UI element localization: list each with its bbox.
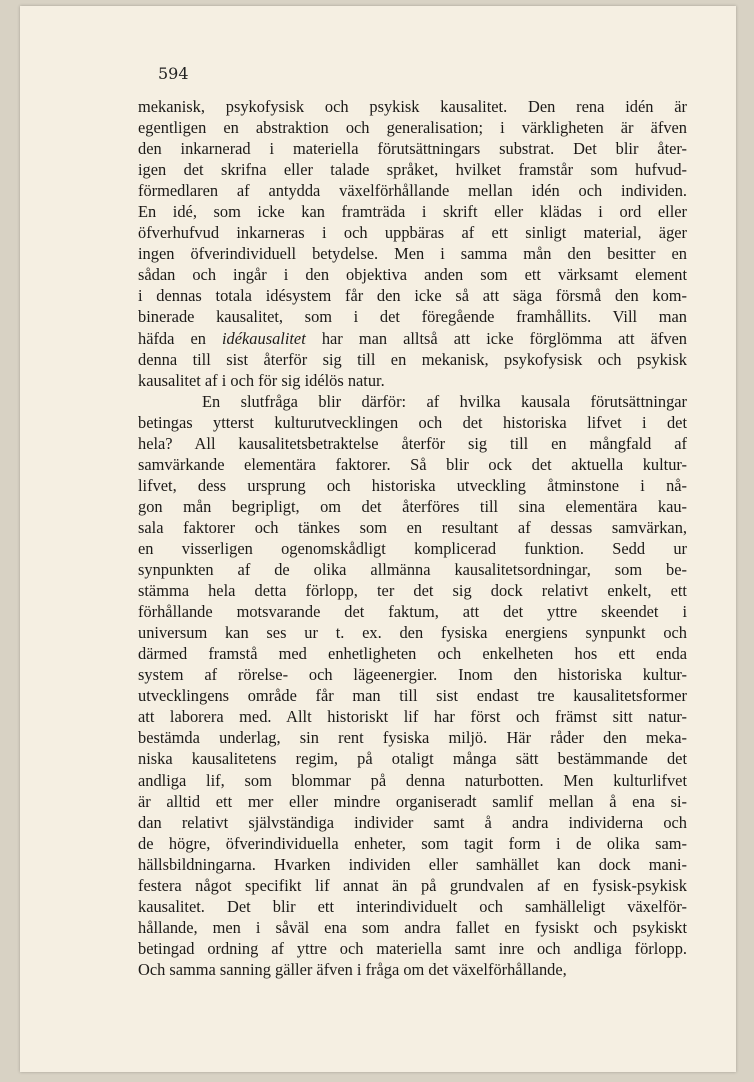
text-line: är alltid ett mer eller mindre organiseradt samlif mellan å ena si- <box>138 791 687 811</box>
text-line: att laborera med. Allt historiskt lif har först och främst sitt natur- <box>138 707 687 727</box>
text-line: synpunkten af de olika allmänna kausalitetsordningar, som be- <box>138 560 687 580</box>
text-line: universum kan ses ur t. ex. den fysiska energiens synpunkt och <box>138 623 687 643</box>
text-line: kausalitet af i och för sig idélös natur. <box>138 370 385 390</box>
text-line: hållande, men i såväl ena som andra fallet en fysiskt och psykiskt <box>138 917 687 937</box>
text-line: denna till sist återför sig till en mekanisk, psykofysisk och psykisk <box>138 349 687 369</box>
text-line: egentligen en abstraktion och generalisation; i värkligheten är äfven <box>138 118 687 138</box>
text-line: förhållande motsvarande det faktum, att det yttre skeendet i <box>138 602 687 622</box>
text-fragment: häfda en <box>138 328 222 348</box>
body-text <box>138 96 687 980</box>
text-line: hela? All kausalitetsbetraktelse återför sig till en mångfald af <box>138 433 687 453</box>
text-line: öfverhufvud inkarneras i och uppbäras af ett sinligt material, äger <box>138 223 687 243</box>
text-line: sala faktorer och tänkes som en resultant af dessas samvärkan, <box>138 517 687 537</box>
text-line: ingen öfverindividuell betydelse. Men i samma mån den besitter en <box>138 244 687 264</box>
text-line: igen det skrifna eller talade språket, hvilket framstår som hufvud- <box>138 160 687 180</box>
text-line: En slutfråga blir därför: af hvilka kausala förutsättningar <box>202 391 687 411</box>
text-line: binerade kausalitet, som i det föregående framhållits. Vill man <box>138 307 687 327</box>
text-line: förmedlaren af antydda växelförhållande mellan idén och individen. <box>138 181 687 201</box>
text-line: utvecklingens område får man till sist endast tre kausalitetsformer <box>138 686 687 706</box>
text-line: dan relativt självständiga individer samt å andra individerna och <box>138 812 687 832</box>
text-line: mekanisk, psykofysisk och psykisk kausalitet. Den rena idén är <box>138 97 687 116</box>
italic-term: idékausalitet <box>222 328 306 348</box>
text-line: lifvet, dess ursprung och historiska utveckling åtminstone i nå- <box>138 475 687 495</box>
text-line: betingas ytterst kulturutvecklingen och det historiska lifvet i det <box>138 412 687 432</box>
text-line: niska kausalitetens regim, på otaligt många sätt bestämmande det <box>138 749 687 769</box>
page-number: 594 <box>158 64 189 83</box>
text-line: i dennas totala idésystem får den icke så att säga försmå den kom- <box>138 286 687 306</box>
text-line: gon mån begripligt, om det återföres till sina elementära kau- <box>138 496 687 516</box>
text-line: sådan och ingår i den objektiva anden som ett värksamt element <box>138 265 687 285</box>
text-line: Och samma sanning gäller äfven i fråga om det växelförhållande, <box>138 959 567 979</box>
text-line: hällsbildningarna. Hvarken individen eller samhället kan dock mani- <box>138 854 687 874</box>
text-line: de högre, öfverindividuella enheter, som tagit form i de olika sam- <box>138 833 687 853</box>
text-line: därmed framstå med enhetligheten och enkelheten hos ett enda <box>138 644 687 664</box>
text-line: festera något specifikt lif annat än på grundvalen af en fysisk-psykisk <box>138 875 687 895</box>
text-line: bestämda underlag, sin rent fysiska miljö. Här råder den meka- <box>138 728 687 748</box>
text-line: system af rörelse- och lägeenergier. Inom den historiska kultur- <box>138 665 687 685</box>
text-fragment: har man alltså att icke förglömma att äfven <box>305 328 687 348</box>
text-line: samvärkande elementära faktorer. Så blir ock det aktuella kultur- <box>138 454 687 474</box>
text-line: andliga lif, som blommar på denna naturbotten. Men kulturlifvet <box>138 770 687 790</box>
text-line: en visserligen ogenomskådligt komplicerad funktion. Sedd ur <box>138 538 687 558</box>
text-line: betingad ordning af yttre och materiella samt inre och andliga förlopp. <box>138 938 687 958</box>
text-line: En idé, som icke kan framträda i skrift eller klädas i ord eller <box>138 202 687 222</box>
book-page <box>20 6 736 1072</box>
text-line: den inkarnerad i materiella förutsättningars substrat. Det blir åter- <box>138 139 687 159</box>
text-line: stämma hela detta förlopp, ter det sig dock relativt enkelt, ett <box>138 581 687 601</box>
text-line <box>138 328 687 349</box>
text-line: kausalitet. Det blir ett interindividuelt och samhälleligt växelför- <box>138 896 687 916</box>
